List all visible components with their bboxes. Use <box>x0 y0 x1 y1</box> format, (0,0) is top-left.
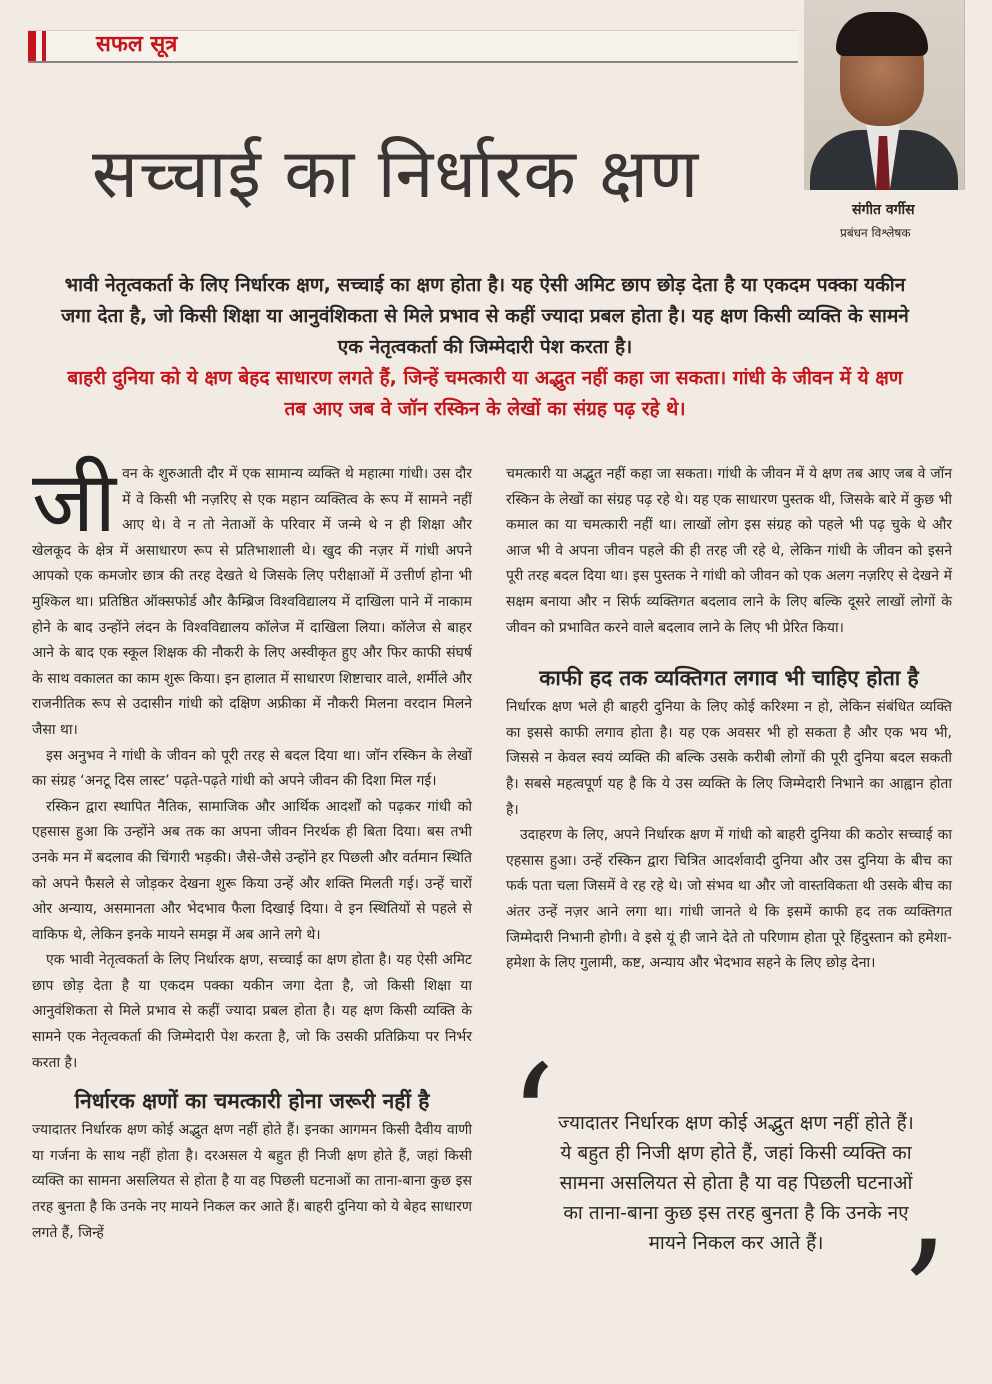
pull-quote: ज्यादातर निर्धारक क्षण कोई अद्भुत क्षण नहीं होते हैं। ये बहुत ही निजी क्षण होते हैं, जहां किसी व्यक्ति का सामना असलियत से होता है या वह पिछली घटनाओं का ताना-बाना कुछ इस तरह बुनता है कि उनके नए मायने निकल कर आते हैं। <box>558 1112 914 1254</box>
article-column-right <box>506 462 952 977</box>
article-paragraph-text: वन के शुरुआती दौर में एक सामान्य व्यक्ति थे महात्मा गांधी। उस दौर में वे किसी भी नज़रिए से एक महान व्यक्तित्व के रूप में सामने नहीं आए थे। वे न तो नेताओं के परिवार में जन्मे थे न ही शिक्षा और खेलकूद के क्षेत्र में असाधारण रूप से प्रतिभाशाली थे। खुद की नज़र में गांधी अपने आपको एक कमजोर छात्र की तरह देखते थे जिसके लिए परीक्षाओं में उत्तीर्ण होना भी मुश्किल था। प्रतिष्ठित ऑक्सफोर्ड और कैम्ब्रिज विश्वविद्यालय में दाखिला पाने में नाकाम होने के बाद उन्होंने लंदन के विश्वविद्यालय कॉलेज में दाखिला लिया। कॉलेज से बाहर आने के बाद एक स्कूल शिक्षक की नौकरी के लिए अस्वीकृत हुए और फिर काफी संघर्ष के साथ वकालत का काम शुरू किया। इन हालात में साधारण शिष्टाचार वाले, शर्मीले और राजनीतिक रूप से उदासीन गांधी को दक्षिण अफ्रीका में नौकरी मिलना वरदान मिलने जैसा था। <box>32 466 472 738</box>
author-role: प्रबंधन विश्लेषक <box>840 226 911 240</box>
quote-close-mark: ’ <box>900 1210 948 1384</box>
quote-open-mark: ‘ <box>508 1034 556 1208</box>
article-paragraph <box>32 453 472 744</box>
section-band-accent <box>28 31 36 61</box>
intro-highlight: बाहरी दुनिया को ये क्षण बेहद साधारण लगते हैं, जिन्हें चमत्कारी या अद्भुत नहीं कहा जा सकता। गांधी के जीवन में ये क्षण तब आए जब वे जॉन रस्किन के लेखों का संग्रह पढ़ रहे थे। <box>67 367 903 420</box>
section-band-accent-thin <box>42 31 46 61</box>
article-paragraph: उदाहरण के लिए, अपने निर्धारक क्षण में गांधी को बाहरी दुनिया की कठोर सच्चाई का एहसास हुआ। उन्हें रस्किन द्वारा चित्रित आदर्शवादी दुनिया और उस दुनिया के बीच का फर्क पता चला जिसमें वे रह रहे थे। जो संभव था और जो वास्तविकता थी उसके बीच का अंतर उन्हें नज़र आने लगा था। गांधी जानते थे कि इसमें काफी हद तक व्यक्तिगत जिम्मेदारी निभानी होगी। वे इसे यूं ही जाने देते तो परिणाम होता पूरे हिंदुस्तान को हमेशा-हमेशा के लिए गुलामी, कष्ट, अन्याय और भेदभाव सहने के लिए छोड़ देना। <box>506 827 952 972</box>
author-photo <box>804 0 965 190</box>
intro-deck <box>60 270 910 425</box>
article-paragraph: इस अनुभव ने गांधी के जीवन को पूरी तरह से बदल दिया था। जॉन रस्किन के लेखों का संग्रह ‘अनटू दिस लास्ट’ पढ़ते-पढ़ते गांधी को अपने जीवन की दिशा मिल गई। <box>32 747 472 790</box>
drop-cap: जी <box>32 453 117 551</box>
author-photo-hair <box>836 12 928 56</box>
article-paragraph: निर्धारक क्षण भले ही बाहरी दुनिया के लिए कोई करिश्मा न हो, लेकिन संबंधित व्यक्ति का इससे काफी लगाव होता है। यह एक अवसर भी हो सकता है और एक भय भी, जिससे न केवल स्वयं व्यक्ति की बल्कि उसके करीबी लोगों की पूरी दुनिया बदल सकती है। सबसे महत्वपूर्ण यह है कि ये उस व्यक्ति के लिए जिम्मेदारी निभाने का आह्वान होता है। <box>506 699 952 818</box>
headline: सच्चाई का निर्धारक क्षण <box>92 135 700 214</box>
article-paragraph: ज्यादातर निर्धारक क्षण कोई अद्भुत क्षण नहीं होते हैं। इनका आगमन किसी दैवीय वाणी या गर्जना के साथ नहीं होता है। दरअसल ये बहुत ही निजी क्षण होते हैं, जहां किसी व्यक्ति का सामना असलियत से होता है या वह पिछली घटनाओं का ताना-बाना कुछ इस तरह बुनता है कि उनके नए मायने निकल कर आते हैं। बाहरी दुनिया को ये बेहद साधारण लगते हैं, जिन्हें <box>32 1122 472 1241</box>
intro-text: भावी नेतृत्वकर्ता के लिए निर्धारक क्षण, सच्चाई का क्षण होता है। यह ऐसी अमिट छाप छोड़ देता है या एकदम पक्का यकीन जगा देता है, जो किसी शिक्षा या आनुवंशिकता से मिले प्रभाव से कहीं ज्यादा प्रबल होता है। यह क्षण किसी व्यक्ति के सामने एक नेतृत्वकर्ता की जिम्मेदारी पेश करता है। <box>61 274 909 358</box>
subheading-2: काफी हद तक व्यक्तिगत लगाव भी चाहिए होता है <box>539 666 919 691</box>
article-paragraph: चमत्कारी या अद्भुत नहीं कहा जा सकता। गांधी के जीवन में ये क्षण तब आए जब वे जॉन रस्किन के लेखों का संग्रह पढ़ रहे थे। यह एक साधारण पुस्तक थी, जिसके बारे में कुछ भी कमाल का या चमत्कारी नहीं था। लाखों लोग इस संग्रह को पहले भी पढ़ चुके थे और आज भी वे अपना जीवन पहले की ही तरह जी रहे थे, लेकिन गांधी के जीवन को इसने पूरी तरह बदल दिया था। इस पुस्तक ने गांधी को जीवन को एक अलग नज़रिए से देखने में सक्षम बनाया और न सिर्फ व्यक्तिगत बदलाव लाने के लिए बल्कि दूसरे लाखों लोगों के जीवन को प्रभावित करने वाले बदलाव लाने के लिए भी प्रेरित किया। <box>506 466 952 636</box>
article-paragraph: एक भावी नेतृत्वकर्ता के लिए निर्धारक क्षण, सच्चाई का क्षण होता है। यह ऐसी अमिट छाप छोड़ देता है या एकदम पक्का यकीन जगा देता है, जो किसी शिक्षा या आनुवंशिकता से मिले प्रभाव से कहीं ज्यादा प्रबल होता है। यह क्षण किसी व्यक्ति के सामने एक नेतृत्वकर्ता की जिम्मेदारी पेश करता है, जो कि उसकी प्रतिक्रिया पर निर्भर करता है। <box>32 952 472 1071</box>
article-column-left <box>32 453 472 1246</box>
section-label: सफल सूत्र <box>96 32 178 57</box>
article-paragraph: रस्किन द्वारा स्थापित नैतिक, सामाजिक और आर्थिक आदर्शों को पढ़कर गांधी को एहसास हुआ कि उन्होंने अब तक का अपना जीवन निरर्थक ही बिता दिया। बस तभी उनके मन में बदलाव की चिंगारी भड़की। जैसे-जैसे उन्होंने हर पिछली और वर्तमान स्थिति को अपने फैसले से जोड़कर देखना शुरू किया उन्हें और शक्ति मिलती गई। उन्हें चारों ओर अन्याय, असमानता और भेदभाव फैला दिखाई दिया। वे इन स्थितियों से पहले से वाकिफ थे, लेकिन इनके मायने समझ में अब आने लगे थे। <box>32 798 472 943</box>
subheading-1: निर्धारक क्षणों का चमत्कारी होना जरूरी नहीं है <box>74 1089 430 1114</box>
author-name: संगीत वर्गीस <box>852 202 915 218</box>
